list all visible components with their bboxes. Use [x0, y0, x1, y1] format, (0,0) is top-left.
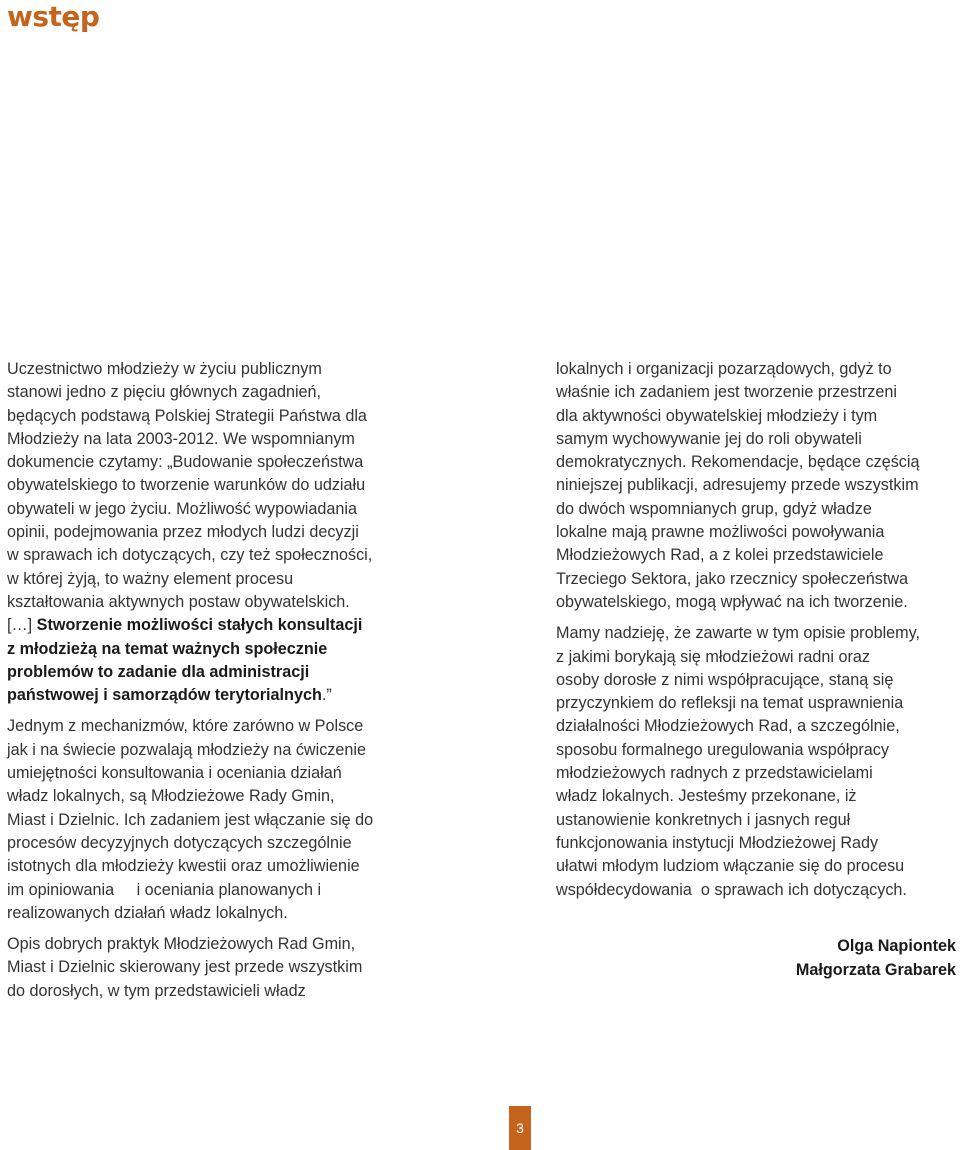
text-line: przyczynkiem do refleksji na temat usprawnienia: [556, 694, 904, 713]
text-line: procesów decyzyjnych dotyczących szczególnie: [7, 833, 352, 852]
text-line: Miast i Dzielnic. Ich zadaniem jest włączanie się do: [7, 810, 374, 829]
text-line: młodzieżowych radnych z przedstawicielami: [556, 764, 873, 783]
signature-block: [796, 934, 956, 982]
text-line: obywatelskiego to tworzenie warunków do udziału: [7, 476, 366, 495]
text-line: istotnych dla młodzieży kwestii oraz umożliwienie: [7, 857, 360, 876]
text-line: stanowi jedno z pięciu głównych zagadnień,: [7, 383, 322, 402]
hope-paragraph: [556, 622, 956, 902]
text-line: Uczestnictwo młodzieży w życiu publicznym: [7, 360, 322, 378]
text-line: opinii, podejmowania przez młodych ludzi decyzji: [7, 523, 359, 542]
text-line: demokratycznych. Rekomendacje, będące częścią: [556, 453, 920, 472]
text-line: w której żyją, to ważny element procesu: [7, 569, 294, 588]
text-line: właśnie ich zadaniem jest tworzenie przestrzeni: [556, 383, 897, 402]
quote-line: [7, 614, 407, 637]
page-number-badge: 3: [509, 1106, 531, 1150]
text-line: dla aktywności obywatelskiej młodzieży i tym: [556, 406, 878, 425]
text-line: samym wychowywanie jej do roli obywateli: [556, 429, 862, 448]
text-line: ułatwi młodym ludziom włączanie się do procesu: [556, 857, 905, 876]
audience-paragraph: [556, 358, 956, 614]
text-line: w sprawach ich dotyczących, czy też społeczności,: [7, 546, 373, 565]
text-line: Trzeciego Sektora, jako rzecznicy społeczeństwa: [556, 569, 909, 588]
text-line: z jakimi borykają się młodzieżowi radni oraz: [556, 647, 870, 666]
text-line: do dorosłych, w tym przedstawicieli władz: [7, 981, 306, 1000]
section-title: wstęp: [7, 0, 100, 33]
text-line: władz lokalnych, są Młodzieżowe Rady Gmin,: [7, 787, 335, 806]
text-line: działalności Młodzieżowych Rad, a szczególnie,: [556, 717, 900, 736]
text-line: osoby dorosłe z nimi współpracujące, staną się: [556, 670, 894, 689]
text-line: będących podstawą Polskiej Strategii Państwa dla: [7, 406, 367, 425]
text-line: umiejętności konsultowania i oceniania działań: [7, 764, 342, 783]
text-line: Młodzieżowych Rad, a z kolei przedstawiciele: [556, 546, 884, 565]
text-line: kształtowania aktywnych postaw obywatelskich.: [7, 592, 350, 611]
text-line: ustanowienie konkretnych i jasnych reguł: [556, 810, 851, 829]
text-line: Opis dobrych praktyk Młodzieżowych Rad Gmin,: [7, 935, 356, 954]
text-line: Młodzieży na lata 2003-2012. We wspomnianym: [7, 429, 355, 448]
left-column: [7, 358, 407, 1011]
text-line: sposobu formalnego uregulowania współpracy: [556, 740, 889, 759]
text-line: funkcjonowania instytucji Młodzieżowej Rady: [556, 833, 879, 852]
right-column: [556, 358, 956, 910]
mechanisms-paragraph: [7, 715, 407, 925]
quote-close: .”: [321, 686, 332, 705]
text-line: lokalnych i organizacji pozarządowych, gdyż to: [556, 360, 892, 378]
author-name: Olga Napiontek: [837, 937, 956, 955]
quote-ellipsis: […]: [7, 616, 33, 635]
text-line: do dwóch wspomnianych grup, gdyż władze: [556, 499, 872, 518]
text-line: realizowanych działań władz lokalnych.: [7, 903, 288, 922]
text-line: obywateli w jego życiu. Możliwość wypowiadania: [7, 499, 357, 518]
text-line: im opiniowania i oceniania planowanych i: [7, 880, 322, 899]
quote-bold-text: państwowej i samorządów terytorialnych: [7, 686, 322, 705]
text-line: współdecydowania o sprawach ich dotyczących.: [556, 880, 907, 899]
text-line: lokalne mają prawne możliwości powoływania: [556, 523, 885, 542]
text-line: Miast i Dzielnic skierowany jest przede wszystkim: [7, 958, 363, 977]
quote-line: problemów to zadanie dla administracji: [7, 662, 310, 681]
practices-paragraph: [7, 933, 407, 1003]
author-name: Małgorzata Grabarek: [795, 961, 956, 979]
text-line: dokumencie czytamy: „Budowanie społeczeństwa: [7, 453, 364, 472]
intro-paragraph: [7, 358, 407, 707]
text-line: obywatelskiego, mogą wpływać na ich tworzenie.: [556, 592, 908, 611]
text-line: Jednym z mechanizmów, które zarówno w Polsce: [7, 717, 364, 736]
quote-bold-text: Stworzenie możliwości stałych konsultacji: [32, 616, 363, 635]
quote-line: z młodzieżą na temat ważnych społecznie: [7, 639, 328, 658]
text-line: niniejszej publikacji, adresujemy przede wszystkim: [556, 476, 919, 495]
text-line: jak i na świecie pozwalają młodzieży na ćwiczenie: [7, 740, 366, 759]
quote-line: [7, 684, 407, 707]
text-line: Mamy nadzieję, że zawarte w tym opisie problemy,: [556, 624, 921, 643]
text-line: władz lokalnych. Jesteśmy przekonane, iż: [556, 787, 857, 806]
